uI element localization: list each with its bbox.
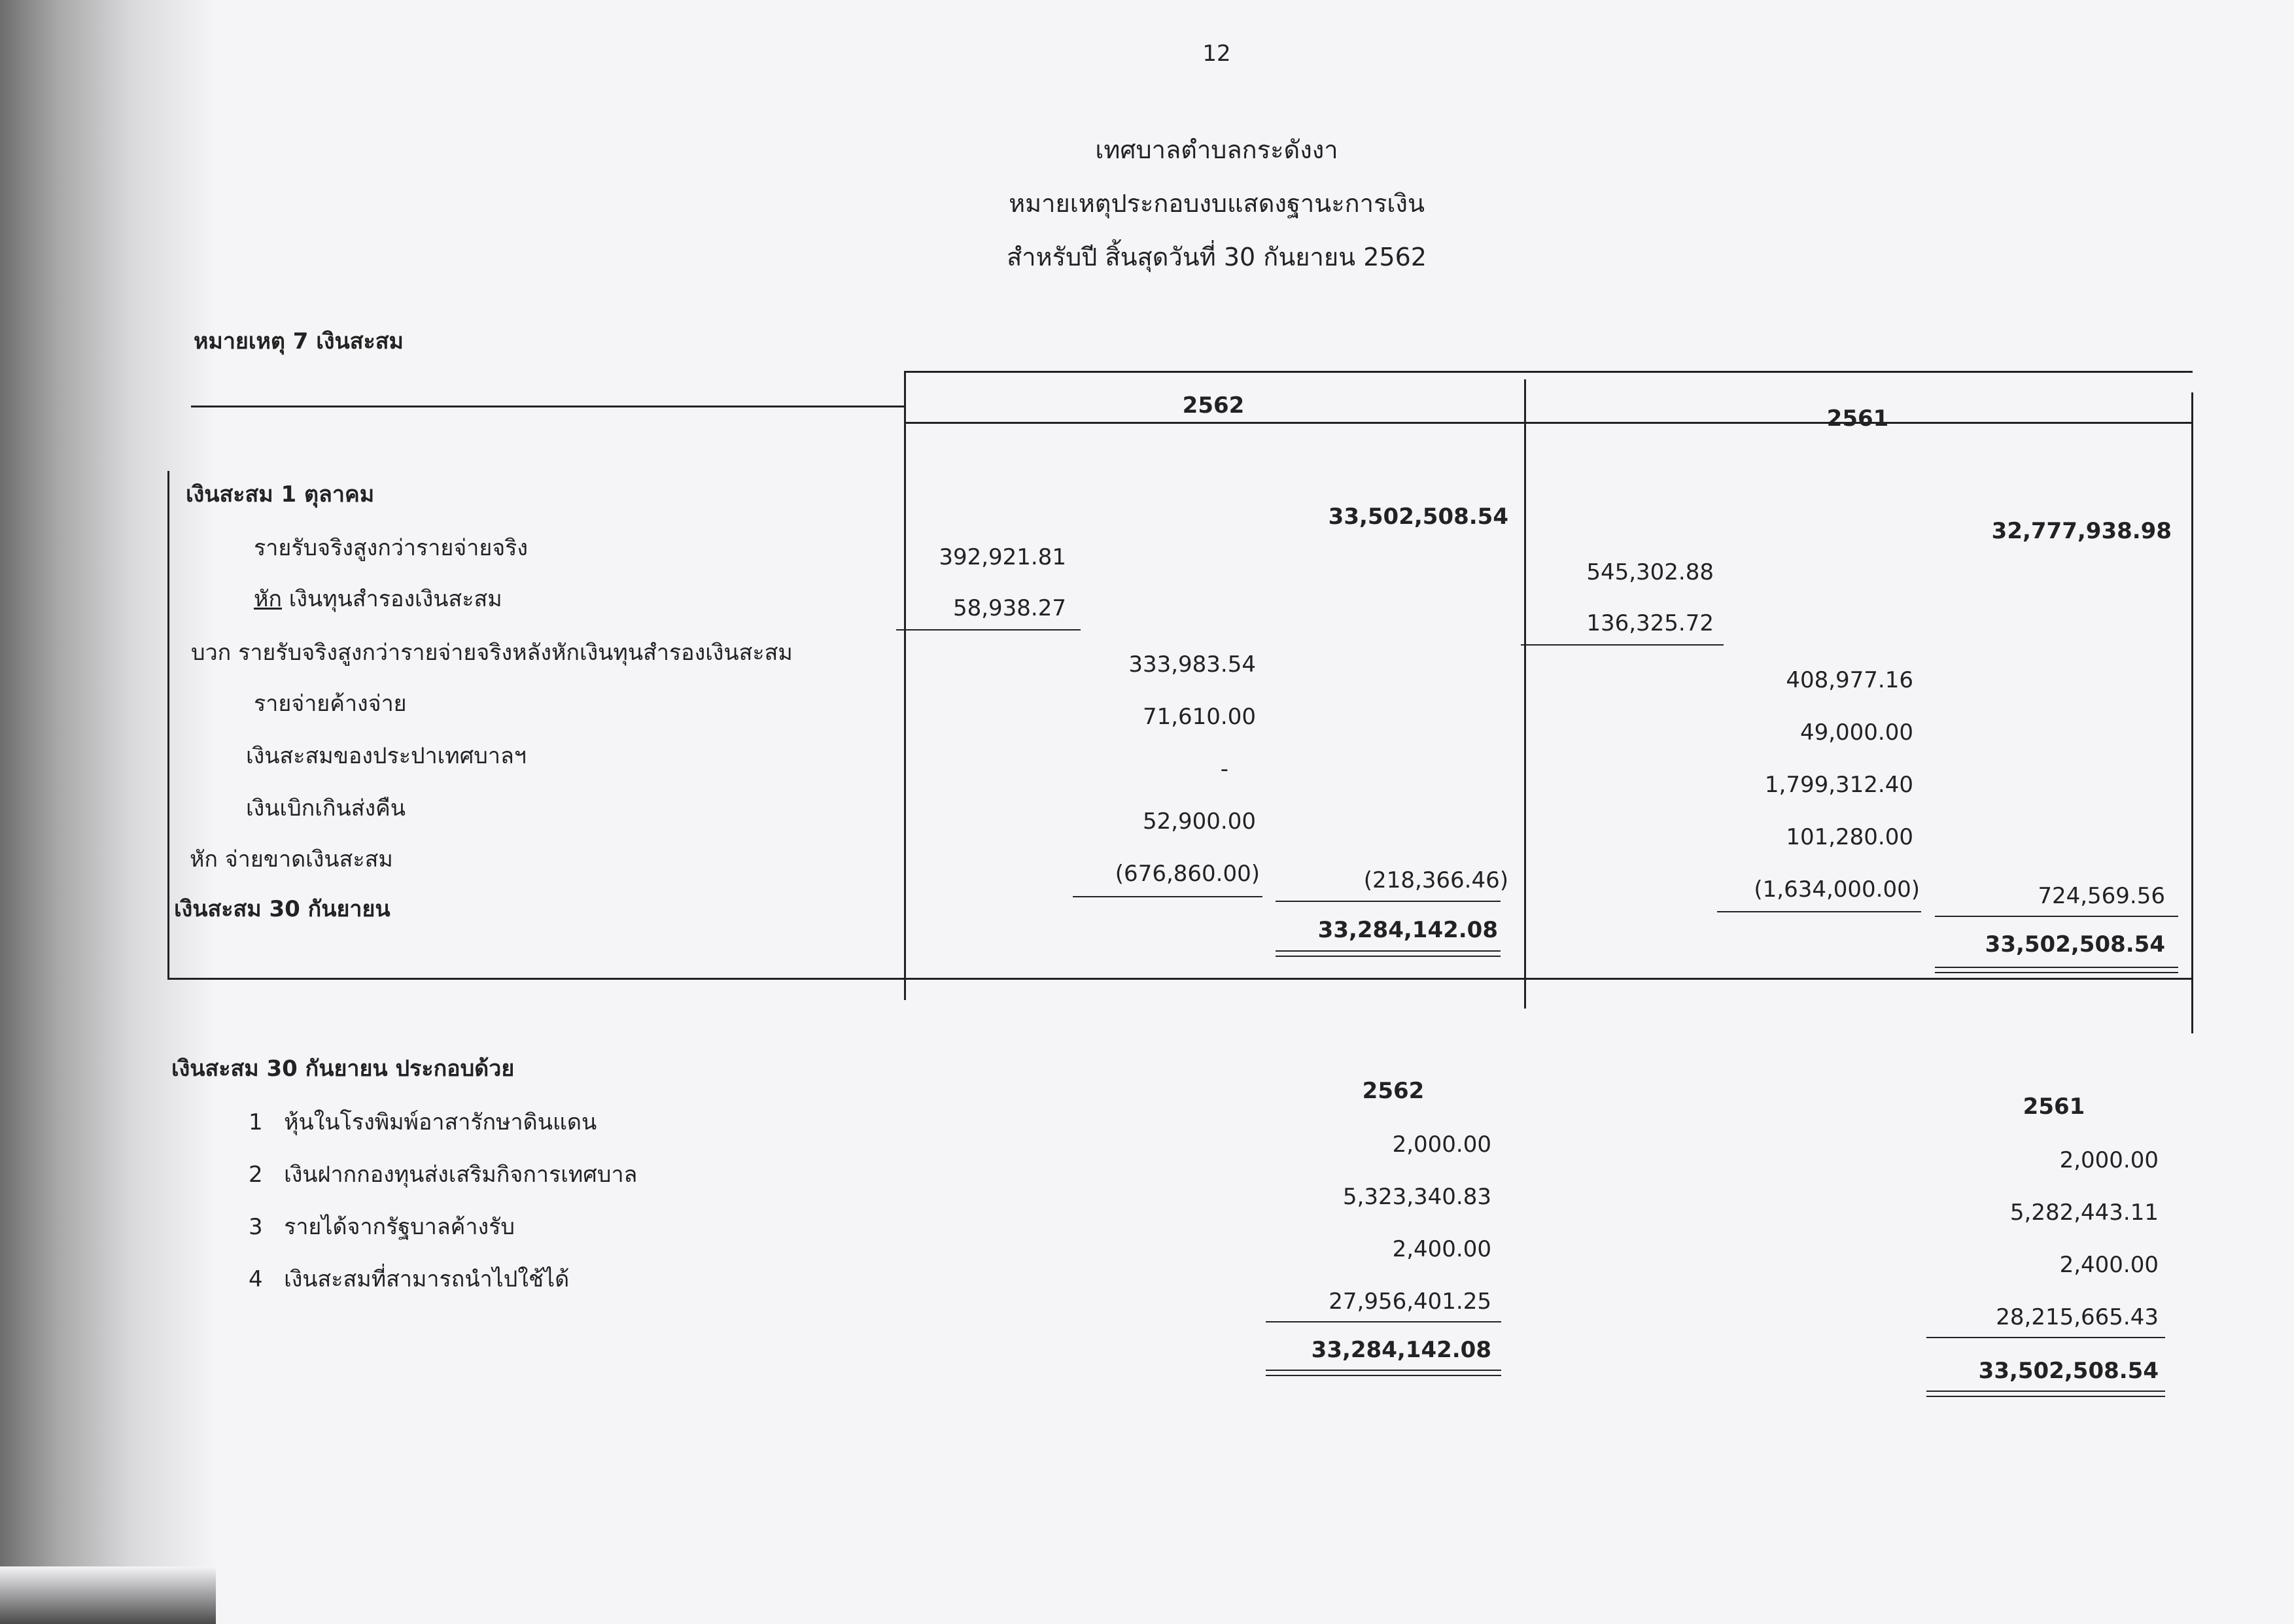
- item-1-2561: 2,000.00: [2059, 1147, 2159, 1173]
- plus-prefix: บวก: [191, 640, 232, 666]
- closing-2562: 33,284,142.08: [1317, 917, 1498, 943]
- closing-double-rule-2562-a: [1276, 950, 1501, 952]
- closing-double-rule-2561-a: [1935, 967, 2178, 968]
- column-header-2562: 2562: [1182, 392, 1245, 419]
- paid-rule-2562: [1073, 896, 1262, 897]
- scan-shadow-bottom: [0, 1566, 216, 1624]
- reserve-2561: 136,325.72: [1586, 610, 1714, 636]
- header-line-2: หมายเหตุประกอบงบแสดงฐานะการเงิน: [1009, 189, 1425, 218]
- payable-2562: 71,610.00: [1142, 704, 1256, 730]
- refund-2561: 101,280.00: [1786, 824, 1913, 850]
- opening-label: เงินสะสม 1 ตุลาคม: [186, 481, 375, 508]
- item-3-2562: 2,400.00: [1392, 1236, 1491, 1262]
- scan-shadow: [0, 0, 216, 1624]
- composition-total-2561: 33,502,508.54: [1978, 1358, 2159, 1384]
- less-prefix: หัก: [254, 586, 282, 612]
- header-line-1: เทศบาลตำบลกระดังงา: [1095, 135, 1338, 164]
- paid-label: จ่ายขาดเงินสะสม: [218, 846, 393, 872]
- closing-double-rule-2562-b: [1276, 956, 1501, 957]
- list-item: 2 เงินฝากกองทุนส่งเสริมกิจการเทศบาล: [249, 1162, 638, 1188]
- change-rule-2561: [1935, 916, 2178, 917]
- savings-label: เงินสะสมของประปาเทศบาลฯ: [246, 743, 527, 769]
- reserve-label: เงินทุนสำรองเงินสะสม: [282, 586, 502, 612]
- less-prefix-2: หัก: [190, 846, 218, 872]
- list-item: 4 เงินสะสมที่สามารถนำไปใช้ได้: [249, 1266, 570, 1292]
- paid-2561: (1,634,000.00): [1754, 876, 1920, 903]
- plus-row-label: [191, 634, 793, 670]
- savings-2561: 1,799,312.40: [1764, 772, 1913, 798]
- paid-2562: (676,860.00): [1115, 861, 1260, 887]
- header-line-3: สำหรับปี สิ้นสุดวันที่ 30 กันยายน 2562: [1007, 243, 1427, 271]
- refund-label: เงินเบิกเกินส่งคืน: [246, 795, 406, 821]
- savings-2562: -: [1220, 756, 1228, 782]
- item-2-2562: 5,323,340.83: [1342, 1184, 1491, 1210]
- composition-rule-2561: [1926, 1337, 2165, 1338]
- reserve-2562: 58,938.27: [952, 595, 1066, 621]
- net-2561: 408,977.16: [1786, 667, 1913, 693]
- paid-row-label: [190, 841, 393, 876]
- subtotal-rule-2562: [896, 629, 1081, 631]
- subtotal-rule-2561: [1521, 644, 1724, 646]
- plus-label: รายรับจริงสูงกว่ารายจ่ายจริงหลังหักเงินทุนสำรองเงินสะสม: [231, 640, 793, 666]
- composition-total-2562: 33,284,142.08: [1311, 1337, 1491, 1363]
- change-rule-2562: [1276, 901, 1501, 902]
- closing-double-rule-2561-b: [1935, 972, 2178, 973]
- item-3-2561: 2,400.00: [2059, 1252, 2159, 1278]
- net-2562: 333,983.54: [1128, 651, 1256, 678]
- composition-rule-2562: [1266, 1321, 1501, 1322]
- item-2-2561: 5,282,443.11: [2009, 1200, 2159, 1226]
- paid-rule-2561: [1717, 911, 1921, 912]
- refund-2562: 52,900.00: [1142, 808, 1256, 835]
- composition-title: เงินสะสม 30 กันยายน ประกอบด้วย: [171, 1056, 515, 1082]
- income-2562: 392,921.81: [939, 544, 1066, 570]
- income-label: รายรับจริงสูงกว่ารายจ่ายจริง: [254, 535, 529, 561]
- item-1-2562: 2,000.00: [1392, 1132, 1491, 1158]
- item-4-2562: 27,956,401.25: [1329, 1288, 1491, 1315]
- composition-total-rule-2561-b: [1926, 1396, 2165, 1397]
- closing-2561: 33,502,508.54: [1985, 931, 2165, 958]
- list-item: 3 รายได้จากรัฐบาลค้างรับ: [249, 1214, 515, 1240]
- income-2561: 545,302.88: [1586, 559, 1714, 585]
- payable-label: รายจ่ายค้างจ่าย: [254, 691, 407, 717]
- list-item: 1 หุ้นในโรงพิมพ์อาสารักษาดินแดน: [249, 1109, 597, 1135]
- opening-2562: 33,502,508.54: [1328, 504, 1508, 530]
- closing-label: เงินสะสม 30 กันยายน: [174, 896, 391, 922]
- composition-col-2562: 2562: [1362, 1078, 1425, 1104]
- opening-2561: 32,777,938.98: [1991, 518, 2172, 544]
- item-4-2561: 28,215,665.43: [1996, 1304, 2159, 1330]
- column-header-2561: 2561: [1826, 406, 1889, 432]
- composition-total-rule-2561-a: [1926, 1391, 2165, 1392]
- note-title: หมายเหตุ 7 เงินสะสม: [194, 328, 404, 354]
- page-number: 12: [1202, 41, 1231, 67]
- composition-total-rule-2562-b: [1266, 1375, 1501, 1376]
- change-2562: (218,366.46): [1363, 867, 1508, 893]
- change-2561: 724,569.56: [2038, 883, 2165, 909]
- composition-col-2561: 2561: [2023, 1094, 2085, 1120]
- reserve-row-label: [254, 581, 502, 616]
- payable-2561: 49,000.00: [1799, 719, 1913, 746]
- composition-total-rule-2562-a: [1266, 1370, 1501, 1371]
